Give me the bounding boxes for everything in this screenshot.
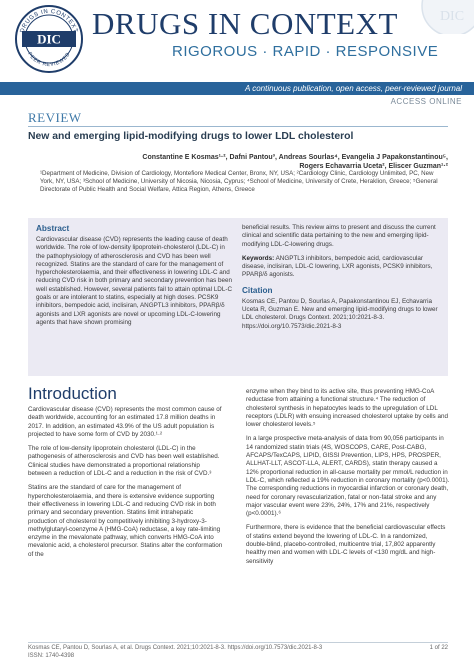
paragraph: Statins are the standard of care for the management of hypercholesterolaemia, and there is extensive evidence supporting their effectiveness in lowering LDL-C and reducing CVD risk in both primary and secondary prevention. Statins limit intrahepatic production of cholesterol by competitively inhibiting 3-hydroxy-3-methylglutaryl-coenzyme A (HMG-CoA) reductase, a key rate-limiting enzyme in the mevalonate pathway, which converts HMG-CoA into mevalonic acid, a cholesterol precursor. Statins alter the conformation of the [28,484,223,558]
affiliations: ¹Department of Medicine, Division of Cardiology, Montefiore Medical Center, Bronx, NY, USA; ²Cardiology Clinic, Cardiology Unlimited, PC, New York, NY, USA; ³School of Medicine, University of Nicosia, Nicosia, Cyprus; ⁴School of Medicine, University of Crete, Heraklion, Greece; ⁵General Directorate of Public Health and Social Welfare, Attica Region, Athens, Greece [40,170,438,194]
article-title: New and emerging lipid-modifying drugs to lower LDL cholesterol [28,131,354,142]
abstract-text-left: Cardiovascular disease (CVD) represents the leading cause of death worldwide. The role of low-density lipoprotein-cholesterol (LDL-C) in the pathophysiology of atherosclerosis and CVD has been well recognized. Statins are the standard of care for the management of hypercholesterolaemia, and their effectiveness in lowering LDL-C and reducing CVD risk in both primary and secondary prevention has been well established. However, several patients fail to attain optimal LDL-C goals or are intolerant to statins, especially at high doses. PCSK9 inhibitors, bempedoic acid, inclisiran, ANGPTL3 inhibitors, PPARβ/δ agonists and LXR agonists are novel or upcoming LDL-C-lowering agents that have shown promising [36,236,233,326]
abstract-heading: Abstract [36,224,70,233]
keywords-label: Keywords: [242,254,275,262]
introduction-heading: Introduction [28,384,117,403]
paragraph: In a large prospective meta-analysis of data from 90,056 participants in 14 randomized statin trials (4S, WOSCOPS, CARE, Post-CABG, AFCAPS/TexCAPS, LIPID, GISSI Prevention, LIPS, HPS, PROSPER, ALLHAT-LLT, ASCOT-LLA, ALERT, CARDS), statin therapy caused a 12% proportional reduction in all-cause mortality per mmol/L reduction in LDL-C, which reflected a 19% reduction in coronary mortality (p<0.0001). The corresponding reductions in myocardial infarction or coronary death, need for coronary revascularization, fatal or non-fatal stroke and any major vascular event were 23%, 24%, 17% and 21%, respectively (p<0.0001).⁶ [246,435,450,518]
author-list [48,153,448,171]
paragraph: The role of low-density lipoprotein cholesterol (LDL-C) in the pathogenesis of atherosclerosis and CVD has been well established. Clinical studies have demonstrated a proportional relationship between a reduction of LDL-C and a reduction in the risk of CVD.³ [28,445,220,478]
authors-line-1: Constantine E Kosmas¹·², Dafni Pantou³, Andreas Sourlas⁴, Evangelia J Papakonstantinou⁵, [142,154,448,161]
svg-text:DRUGS IN CONTEXT: DRUGS IN CONTEXT [19,8,79,34]
masthead [0,0,474,78]
banner-text: A continuous publication, open access, peer-reviewed journal [244,84,462,93]
paragraph: enzyme when they bind to its active site, thus preventing HMG-CoA reductase from attaining a functional structure.⁴ The reduction of cholesterol synthesis in hepatocytes leads to the upregulation of LDL receptors (LDLR) with ensuing increased cholesterol uptake by cells and lower cholesterol levels.⁵ [246,388,448,429]
corner-watermark-seal [412,0,474,34]
svg-text:PEER REVIEWED: PEER REVIEWED [26,51,72,69]
section-label: REVIEW [28,110,82,125]
authors-line-2: Rogers Echavarria Uceta², Eliscer Guzman¹·² [299,163,448,170]
citation-text[interactable]: Kosmas CE, Pantou D, Sourlas A, Papakonstantinou EJ, Echavarria Uceta R, Guzman E. New and emerging lipid-modifying drugs to lower LDL cholesterol. Drugs Context. 2021;10:2021-8-3. https://doi.org/10.7573/dic.2021-8-3 [242,297,438,330]
footer-citation[interactable]: Kosmas CE, Pantou D, Sourlas A, et al. Drugs Context. 2021;10:2021-8-3. https://doi.org/10.7573/dic.2021-8-3 [28,645,323,651]
paragraph: Furthermore, there is evidence that the beneficial cardiovascular effects of statins extend beyond the lowering of LDL-C. In a randomized, double-blind, placebo-controlled, multicentre trial, 17,802 apparently healthy men and women with LDL-C levels of <130 mg/dL and high-sensitivity [246,524,446,565]
footer-issn: ISSN: 1740-4398 [28,653,75,659]
journal-banner [0,82,474,95]
abstract-right-column [242,224,442,331]
access-online-label: ACCESS ONLINE [390,97,462,106]
citation-heading: Citation [242,285,273,295]
journal-title: DRUGS IN CONTEXT [92,6,398,41]
keywords-text: ANGPTL3 inhibitors, bempedoic acid, cardiovascular disease, inclisiran, LDL-C lowering, LXR agonists, PCSK9 inhibitors, PPARβ/δ agonists. [242,254,433,279]
page-number: 1 of 22 [429,645,448,651]
keywords-block [242,255,442,280]
svg-text:DIC: DIC [439,9,465,24]
abstract-text-right: beneficial results. This review aims to present and discuss the current clinical and scientific data pertaining to the new and emerging lipid-modifying LDL-C-lowering drugs. [242,224,436,248]
header-divider [28,126,448,127]
journal-seal-logo [14,4,84,74]
footer-divider [28,642,448,643]
svg-text:DIC: DIC [37,31,61,47]
body-right-column [246,388,450,572]
body-left-column [28,406,224,565]
abstract-left-column [36,224,234,327]
paragraph: Cardiovascular disease (CVD) represents the most common cause of death worldwide, accounting for an estimated 17.8 million deaths in 2017. In addition, an estimated 43.9% of the US adult population is projected to have some form of CVD by 2030.¹·² [28,406,222,438]
journal-tagline: RIGOROUS · RAPID · RESPONSIVE [172,43,439,60]
abstract-box [28,218,448,376]
